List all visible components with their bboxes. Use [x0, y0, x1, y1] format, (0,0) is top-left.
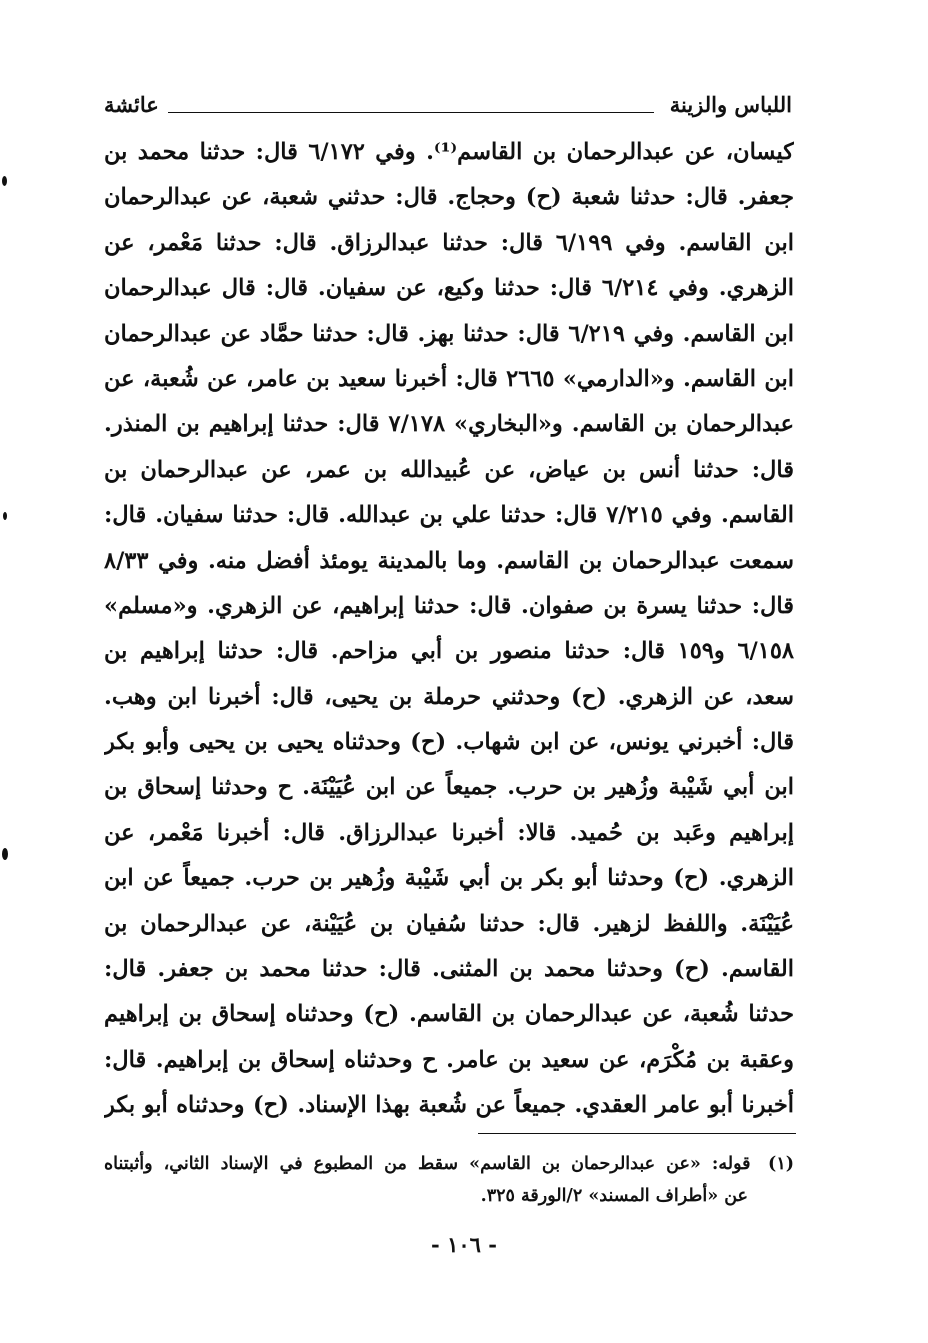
text-line: جعفر. قال: حدثنا شعبة (ح) وحجاج. قال: حدثني شعبة، عن عبدالرحمان — [104, 184, 794, 211]
text-line: وعقبة بن مُكْرَم، عن سعيد بن عامر. ح وحدثناه إسحاق بن إبراهيم. قال: — [104, 1046, 794, 1073]
footnote-rule — [478, 1133, 796, 1134]
scan-mark — [2, 848, 8, 860]
running-header — [104, 92, 792, 126]
body-text — [104, 130, 794, 1129]
text-line: حدثنا شُعبة، عن عبدالرحمان بن القاسم. (ح) وحدثناه إسحاق بن إبراهيم — [104, 1001, 794, 1028]
footnote-text: قوله: «عن عبدالرحمان بن القاسم» سقط من المطبوع في الإسناد الثاني، وأثبتناه — [104, 1154, 751, 1174]
text-line: القاسم. (ح) وحدثنا محمد بن المثنى. قال: حدثنا محمد بن جعفر. قال: — [104, 956, 794, 983]
text-line: كيسان، عن عبدالرحمان بن القاسم⁽¹⁾. وفي ٦/١٧٢ قال: حدثنا محمد بن — [104, 139, 794, 165]
scan-mark — [2, 176, 7, 186]
footnotes — [104, 1148, 794, 1212]
text-line: القاسم. وفي ٧/٢١٥ قال: حدثنا علي بن عبدالله. قال: حدثنا سفيان. قال: — [104, 502, 794, 529]
page-number: - ١٠٦ - — [431, 1232, 497, 1257]
text-line: قال: أخبرني يونس، عن ابن شهاب. (ح) وحدثناه يحيى بن يحيى وأبو بكر — [104, 729, 794, 756]
footnote-line — [104, 1148, 794, 1180]
text-line: عُيَيْنَة. واللفظ لزهير. قال: حدثنا سُفيان بن عُيَيْنة، عن عبدالرحمان بن — [104, 910, 794, 937]
text-line: أخبرنا أبو عامر العقدي. جميعاً عن شُعبة بهذا الإسناد. (ح) وحدثناه أبو بكر — [104, 1092, 794, 1119]
text-line: الزهري. (ح) وحدثنا أبو بكر بن أبي شَيْبة وزُهير بن حرب. جميعاً عن ابن — [104, 865, 794, 892]
text-line: ٦/١٥٨ و١٥٩ قال: حدثنا منصور بن أبي مزاحم. قال: حدثنا إبراهيم بن — [104, 638, 794, 665]
text-line: الزهري. وفي ٦/٢١٤ قال: حدثنا وكيع، عن سفيان. قال: قال عبدالرحمان — [104, 275, 794, 302]
text-line: قال: حدثنا يسرة بن صفوان. قال: حدثنا إبراهيم، عن الزهري. و«مسلم» — [104, 592, 794, 619]
text-line: إبراهيم وعَبد بن حُميد. قالا: أخبرنا عبدالرزاق. قال: أخبرنا مَعْمر، عن — [104, 819, 794, 846]
text-line: ابن القاسم. وفي ٦/٢١٩ قال: حدثنا بهز. قال: حدثنا حمَّاد عن عبدالرحمان — [104, 320, 794, 347]
text-line: قال: حدثنا أنس بن عياض، عن عُبيدالله بن عمر، عن عبدالرحمان بن — [104, 456, 794, 483]
footnote-line: عن «أطراف المسند» ٢/الورقة ٣٢٥. — [480, 1186, 748, 1206]
text-line: عبدالرحمان بن القاسم. و«البخاري» ٧/١٧٨ قال: حدثنا إبراهيم بن المنذر. — [104, 411, 794, 438]
header-section: عائشة — [104, 92, 159, 117]
text-line: ابن أبي شَيْبة وزُهير بن حرب. جميعاً عن ابن عُيَيْنَة. ح وحدثنا إسحاق بن — [104, 774, 794, 801]
scan-mark — [3, 512, 7, 520]
text-line: سعد، عن الزهري. (ح) وحدثني حرملة بن يحيى، قال: أخبرنا ابن وهب. — [104, 683, 794, 710]
header-book-title: اللباس والزينة — [669, 92, 792, 117]
footnote-marker: (١) — [768, 1154, 794, 1174]
text-line: ابن القاسم. و«الدارمي» ٢٦٦٥ قال: أخبرنا سعيد بن عامر، عن شُعبة، عن — [104, 365, 794, 392]
text-line: سمعت عبدالرحمان بن القاسم. وما بالمدينة يومئذ أفضل منه. وفي ٨/٣٣ — [104, 547, 794, 574]
header-rule — [168, 112, 654, 113]
text-line: ابن القاسم. وفي ٦/١٩٩ قال: حدثنا عبدالرزاق. قال: حدثنا مَعْمر، عن — [104, 229, 794, 256]
